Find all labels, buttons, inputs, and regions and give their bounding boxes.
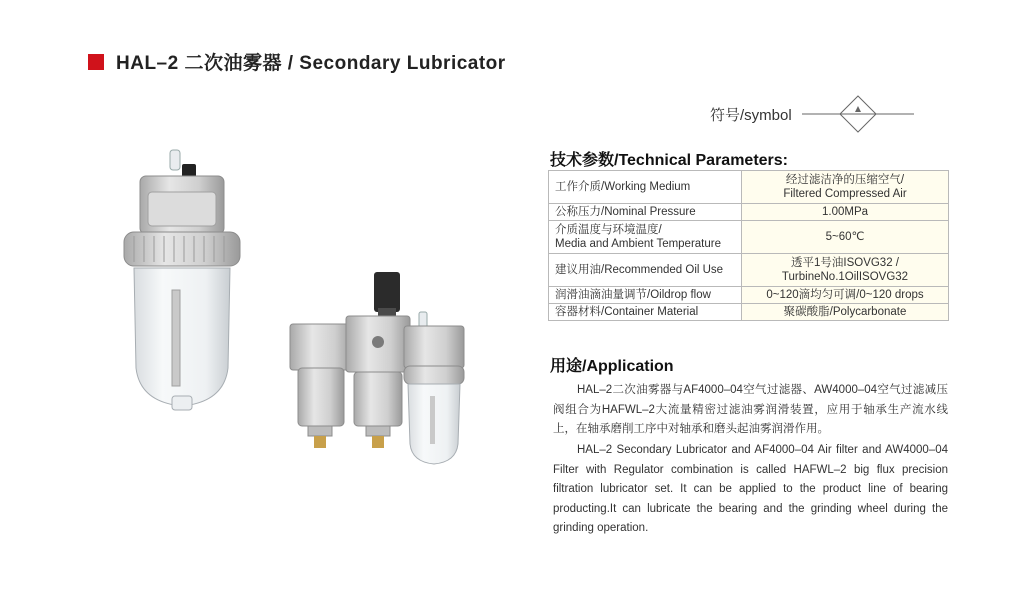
param-key: 公称压力/Nominal Pressure bbox=[549, 204, 742, 221]
param-value: 5~60℃ bbox=[742, 221, 949, 254]
param-key-line: 介质温度与环境温度/ bbox=[555, 224, 662, 236]
page-title-block bbox=[88, 48, 506, 75]
param-key: 润滑油滴油量调节/Oildrop flow bbox=[549, 287, 742, 304]
param-value: 1.00MPa bbox=[742, 204, 949, 221]
table-row bbox=[549, 221, 949, 254]
table-row bbox=[549, 254, 949, 287]
param-value-line: Filtered Compressed Air bbox=[783, 188, 907, 200]
table-row bbox=[549, 204, 949, 221]
param-value-line: 透平1号油ISOVG32 / bbox=[790, 257, 899, 269]
application-text-cn: HAL–2二次油雾器与AF4000–04空气过滤器、AW4000–04空气过滤减压阀组合为HAFWL–2大流量精密过滤油雾润滑装置，应用于轴承生产流水线上，在轴承磨削工序中对轴承和磨头起油雾润滑作用。 bbox=[553, 384, 948, 435]
param-value-line: 经过滤洁净的压缩空气/ bbox=[785, 174, 905, 186]
application-text-en: HAL–2 Secondary Lubricator and AF4000–04 Air filter and AW4000–04 Filter with Regulator combination is called HAFWL–2 big flux precision filtration lubricator set. It can be applied to the product line of bearing producting.It can lubricate the bearing and the grinding wheel during the grinding operation. bbox=[553, 444, 948, 534]
technical-heading: 技术参数/Technical Parameters: bbox=[550, 152, 789, 169]
param-key-line: Media and Ambient Temperature bbox=[555, 238, 721, 250]
param-value bbox=[742, 171, 949, 204]
application-heading: 用途/Application bbox=[550, 358, 674, 375]
symbol-label: 符号/symbol bbox=[710, 106, 792, 124]
frl-combination-product-image bbox=[286, 268, 466, 468]
table-row bbox=[549, 287, 949, 304]
table-row bbox=[549, 304, 949, 321]
page-title: HAL–2 二次油雾器 / Secondary Lubricator bbox=[116, 53, 506, 74]
param-value bbox=[742, 254, 949, 287]
parameters-table bbox=[548, 170, 949, 321]
param-key: 容器材料/Container Material bbox=[549, 304, 742, 321]
table-row bbox=[549, 171, 949, 204]
symbol-block bbox=[710, 94, 914, 134]
param-key: 工作介质/Working Medium bbox=[549, 171, 742, 204]
title-red-square bbox=[88, 54, 104, 70]
lubricator-symbol-icon bbox=[802, 94, 914, 134]
param-value-line: TurbineNo.1OilISOVG32 bbox=[781, 271, 909, 283]
param-value: 0~120滴均匀可调/0~120 drops bbox=[742, 287, 949, 304]
param-key: 建议用油/Recommended Oil Use bbox=[549, 254, 742, 287]
lubricator-product-image bbox=[112, 140, 247, 420]
param-value: 聚碳酸脂/Polycarbonate bbox=[742, 304, 949, 321]
param-key bbox=[549, 221, 742, 254]
